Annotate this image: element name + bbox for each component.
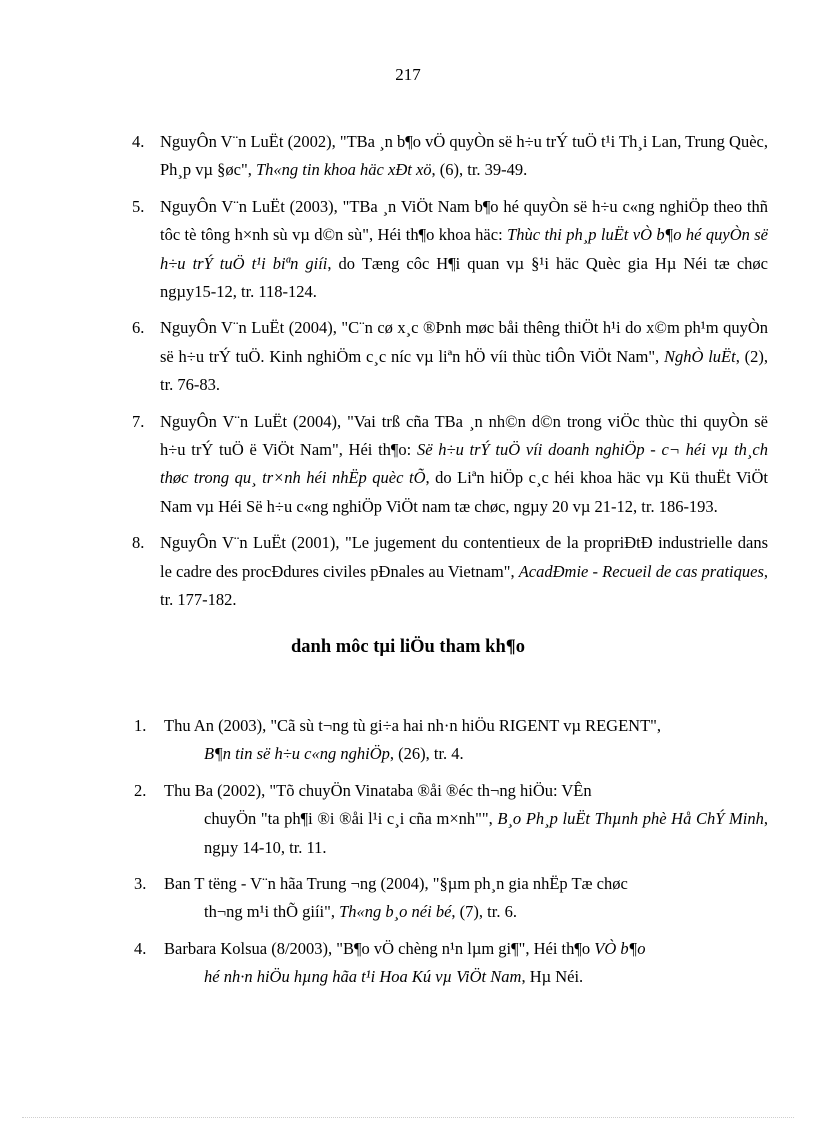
bibliography-list bbox=[0, 712, 816, 1000]
ref-tail: , (26), tr. 4. bbox=[389, 744, 464, 764]
ref-continuation bbox=[164, 805, 768, 862]
list-item bbox=[134, 712, 768, 769]
ref-text: NguyÔn V¨n LuËt (2001), "Le jugement du contentieux de la propriÐtÐ industrielle dans le cadre des procÐdures civiles pÐnales au Vietnam", bbox=[160, 533, 768, 581]
page-number: 217 bbox=[395, 65, 421, 84]
list-item bbox=[132, 128, 768, 185]
item-number: 4. bbox=[134, 938, 147, 958]
list-item bbox=[132, 193, 769, 307]
ref-text: NguyÔn V¨n LuËt (2002), "TBa ¸n b¶o vÖ quyÒn së h÷u trÝ tuÖ t¹i Th¸i Lan, Trung Quèc, Ph¸p vµ §øc", bbox=[160, 132, 768, 180]
page-edge-divider bbox=[22, 1117, 794, 1118]
ref-tail: , do Liªn hiÖp c¸c héi khoa häc vµ Kü thuËt ViÖt Nam vµ Héi Së h÷u c«ng nghiÖp ViÖt nam tæ chøc, ngµy 20 vµ 21-12, tr. 186-193. bbox=[160, 468, 768, 516]
ref-source: Së h÷u trÝ tuÖ víi doanh nghiÖp - c¬ héi vµ th¸ch thøc trong qu¸ tr×nh héi nhËp quèc tÕ bbox=[160, 440, 768, 488]
ref-source: Thùc thi ph¸p luËt vÒ b¶o hé quyÒn së h÷u trÝ tuÖ t¹i biªn giíi bbox=[160, 225, 769, 273]
item-number: 1. bbox=[134, 716, 147, 735]
ref-text: NguyÔn V¨n LuËt (2004), "Vai trß cña TBa ¸n nh©n d©n trong viÖc thùc thi quyÒn së h÷u trÝ tuÖ ë ViÖt Nam", Héi th¶o: bbox=[160, 411, 768, 460]
ref-tail: , ngµy 14-10, tr. 11. bbox=[204, 809, 768, 857]
section-heading: danh môc tµi liÖu tham kh¶o bbox=[291, 637, 525, 657]
list-item bbox=[134, 777, 768, 862]
ref-continuation bbox=[164, 963, 768, 991]
item-number: 3. bbox=[134, 874, 147, 894]
ref-tail: , (6), tr. 39-49. bbox=[431, 160, 528, 180]
reference-list-top bbox=[0, 128, 816, 623]
ref-source: hé nh·n hiÖu hµng hãa t¹i Hoa Kú vµ ViÖt Nam bbox=[204, 967, 522, 987]
ref-body bbox=[164, 777, 768, 862]
ref-tail: , (2), tr. 76-83. bbox=[160, 346, 768, 395]
ref-source-start: VÒ b¶o bbox=[594, 938, 646, 958]
ref-text: Ban T tëng - V¨n hãa Trung ¬ng (2004), "§µm ph¸n gia nhËp Tæ chøc bbox=[164, 874, 628, 894]
ref-text: chuyÖn "ta ph¶i ®i ®åi l¹i c¸i cña m×nh"", bbox=[204, 809, 498, 829]
ref-text: Thu An (2003), "Cã sù t¬ng tù gi÷a hai nh·n hiÖu RIGENT vµ REGENT", bbox=[164, 716, 662, 735]
ref-source: B¸o Ph¸p luËt Thµnh phè Hå ChÝ Minh bbox=[497, 809, 764, 829]
item-number: 4. bbox=[132, 132, 145, 151]
ref-tail: , Hµ Néi. bbox=[521, 967, 584, 987]
item-number: 7. bbox=[132, 411, 145, 431]
item-number: 2. bbox=[134, 780, 147, 800]
list-item bbox=[132, 314, 768, 399]
ref-tail: , tr. 177-182. bbox=[160, 561, 768, 610]
ref-tail: , do Tæng côc H¶i quan vµ §¹i häc Quèc gia Hµ Néi tæ chøc ngµy15-12, tr. 118-124. bbox=[160, 253, 768, 302]
ref-source: NghÒ luËt bbox=[663, 346, 736, 366]
ref-body bbox=[164, 870, 768, 927]
ref-tail: , (7), tr. 6. bbox=[451, 902, 517, 922]
ref-text: Thu Ba (2002), "Tõ chuyÖn Vinataba ®åi ®éc th¬ng hiÖu: VÊn bbox=[164, 780, 592, 800]
ref-source: Th«ng b¸o néi bé bbox=[339, 902, 452, 922]
ref-text: NguyÔn V¨n LuËt (2003), "TBa ¸n ViÖt Nam b¶o hé quyÒn së h÷u c«ng nghiÖp theo thñ tôc tè tông h×nh sù vµ d©n sù", Héi th¶o khoa häc: bbox=[160, 196, 768, 245]
ref-source: Th«ng tin khoa häc xÐt xö bbox=[256, 160, 432, 180]
ref-source: AcadÐmie - Recueil de cas pratiques bbox=[518, 561, 764, 581]
ref-source: B¶n tin së h÷u c«ng nghiÖp bbox=[204, 744, 390, 764]
list-item bbox=[132, 529, 768, 614]
list-item bbox=[132, 408, 768, 522]
list-item bbox=[134, 935, 768, 992]
ref-text: Barbara Kolsua (8/2003), "B¶o vÖ chèng n¹n lµm gi¶", Héi th¶o bbox=[164, 938, 595, 958]
ref-continuation bbox=[164, 740, 768, 768]
item-number: 6. bbox=[132, 318, 145, 338]
item-number: 5. bbox=[132, 196, 145, 216]
item-number: 8. bbox=[132, 533, 145, 553]
list-item bbox=[134, 870, 768, 927]
ref-body bbox=[164, 712, 768, 769]
ref-text: th¬ng m¹i thÕ giíi", bbox=[204, 902, 340, 922]
ref-body bbox=[164, 935, 768, 992]
ref-continuation bbox=[164, 898, 768, 926]
ref-text: NguyÔn V¨n LuËt (2004), "C¨n cø x¸c ®Þnh møc båi thêng thiÖt h¹i do x©m ph¹m quyÒn së h÷u trÝ tuÖ. Kinh nghiÖm c¸c níc vµ liªn hÖ víi thùc tiÔn ViÖt Nam", bbox=[160, 318, 768, 366]
